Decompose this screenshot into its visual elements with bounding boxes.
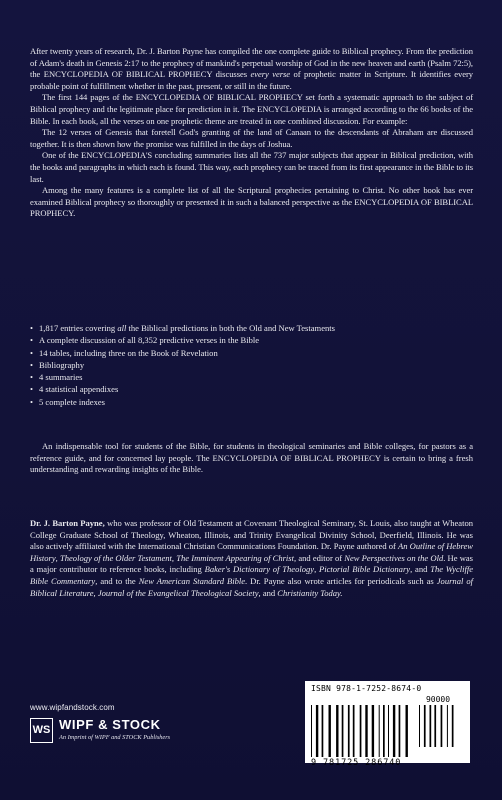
barcode-bar [336, 705, 338, 757]
barcode-bar [452, 705, 454, 747]
barcode-bar [348, 705, 350, 757]
barcode-digits: 9 781725 286740 [311, 758, 402, 768]
barcode-bar [393, 705, 395, 757]
barcode-bar [365, 705, 367, 757]
barcode-bar [441, 705, 443, 747]
feature-item: • 4 statistical appendixes [30, 383, 470, 395]
barcode-bar [322, 705, 324, 757]
barcode-bar [360, 705, 362, 757]
publisher-logo [30, 716, 240, 752]
publisher-url: www.wipfandstock.com [30, 703, 115, 712]
barcode-bar [406, 705, 408, 757]
barcode-bar [424, 705, 426, 747]
publisher-logo-mark: WS [30, 718, 53, 743]
barcode-bar [430, 705, 432, 747]
barcode-bar [447, 705, 448, 747]
barcode-bars [311, 705, 415, 757]
isbn-barcode [305, 681, 470, 768]
feature-item: • 14 tables, including three on the Book of Revelation [30, 347, 470, 359]
features-list [30, 322, 470, 408]
barcode-bar [388, 705, 389, 757]
barcode-bar [399, 705, 401, 757]
description-paragraph-5: Among the many features is a complete list of all the Scriptural prophecies pertaining to Christ. No other book has ever examined Biblical prophecy so thoroughly or presented it in such a balanced perspective as the ENCYCLOPEDIA OF BIBLICAL PROPHECY. [30, 185, 473, 219]
barcode-bar [353, 705, 355, 757]
description-paragraph-4: One of the ENCYCLOPEDIA'S concluding summaries lists all the 737 major subjects that appear in Biblical prediction, with the books and paragraphs in which each is found. This way, each prophecy can be traced from its first appearance in the Bible to its last. [30, 150, 473, 184]
barcode-bar [419, 705, 420, 747]
barcode-bar [434, 705, 436, 747]
description-paragraph-2: The first 144 pages of the ENCYCLOPEDIA OF BIBLICAL PROPHECY set forth a systematic approach to the subject of Biblical prophecy and the legitimate place for prediction in it. The ENCYCLOPEDIA is arranged according to the 66 books of the Bible. In each book, all the verses on one prophetic theme are treated in one combined discussion. For example: [30, 92, 473, 126]
feature-item: • 1,817 entries covering all the Biblical predictions in both the Old and New Testaments [30, 322, 470, 334]
author-name: Dr. J. Barton Payne, [30, 518, 105, 528]
isbn-label: ISBN 978-1-7252-8674-0 [311, 684, 422, 693]
barcode-addon-bars [419, 705, 457, 757]
barcode-bar [316, 705, 318, 757]
author-bio: Dr. J. Barton Payne, who was professor of Old Testament at Covenant Theological Seminary, St. Louis, also taught at Wheaton College Graduate School of Theology, Wheaton, Illinois, and Trinity Evangelical Divinity School, Deerfield, Illinois. He was also actively affiliated with the International Christian Communications Foundation. Dr. Payne authored of An Outline of Hebrew History, Theology of the Older Testament, The Imminent Appearing of Christ, and editor of New Perspectives on the Old. He was a major contributor to reference books, including Baker's Dictionary of Theology, Pictorial Bible Dictionary, and The Wycliffe Bible Commentary, and to the New American Standard Bible. Dr. Payne also wrote articles for periodicals such as Journal of Biblical Literature, Journal of the Evangelical Theological Society, and Christianity Today. [30, 518, 474, 598]
feature-item: • Bibliography [30, 359, 470, 371]
description-paragraph-1: After twenty years of research, Dr. J. Barton Payne has compiled the one complete guide to Biblical prophecy. From the prediction of Adam's death in Genesis 2:17 to the prophecy of mankind's perpetual worship of God in the new heaven and earth (Psalm 72:5), the ENCYCLOPEDIA OF BIBLICAL PROPHECY discusses every verse of prophetic matter in Scripture. It identifies every probable point of fulfillment whether in the past, present, or still in the future. [30, 46, 473, 91]
barcode-bar [383, 705, 385, 757]
closing-paragraph: An indispensable tool for students of the Bible, for students in theological seminaries and Bible colleges, for pastors as a reference guide, and for concerned lay people. The ENCYCLOPEDIA OF BIBLICAL PROPHECY is certain to bring a fresh understanding and rewarding insights of the Bible. [30, 441, 473, 475]
barcode-bar [372, 705, 374, 757]
description-paragraph-3: The 12 verses of Genesis that foretell God's granting of the land of Canaan to the descendants of Abraham are discussed together. It is then shown how the promise was fulfilled in the days of Joshua. [30, 127, 473, 149]
feature-item: • A complete discussion of all 8,352 predictive verses in the Bible [30, 334, 470, 346]
barcode-bar [311, 705, 312, 757]
barcode-bar [342, 705, 344, 757]
publisher-tagline: An Imprint of WIPF and STOCK Publishers [59, 734, 171, 741]
publisher-name: WIPF & STOCK [59, 717, 161, 732]
feature-item: • 5 complete indexes [30, 396, 470, 408]
barcode-bar [329, 705, 331, 757]
barcode-addon-number: 90000 [425, 695, 451, 704]
book-description [30, 46, 473, 220]
feature-item: • 4 summaries [30, 371, 470, 383]
barcode-bar [379, 705, 380, 757]
